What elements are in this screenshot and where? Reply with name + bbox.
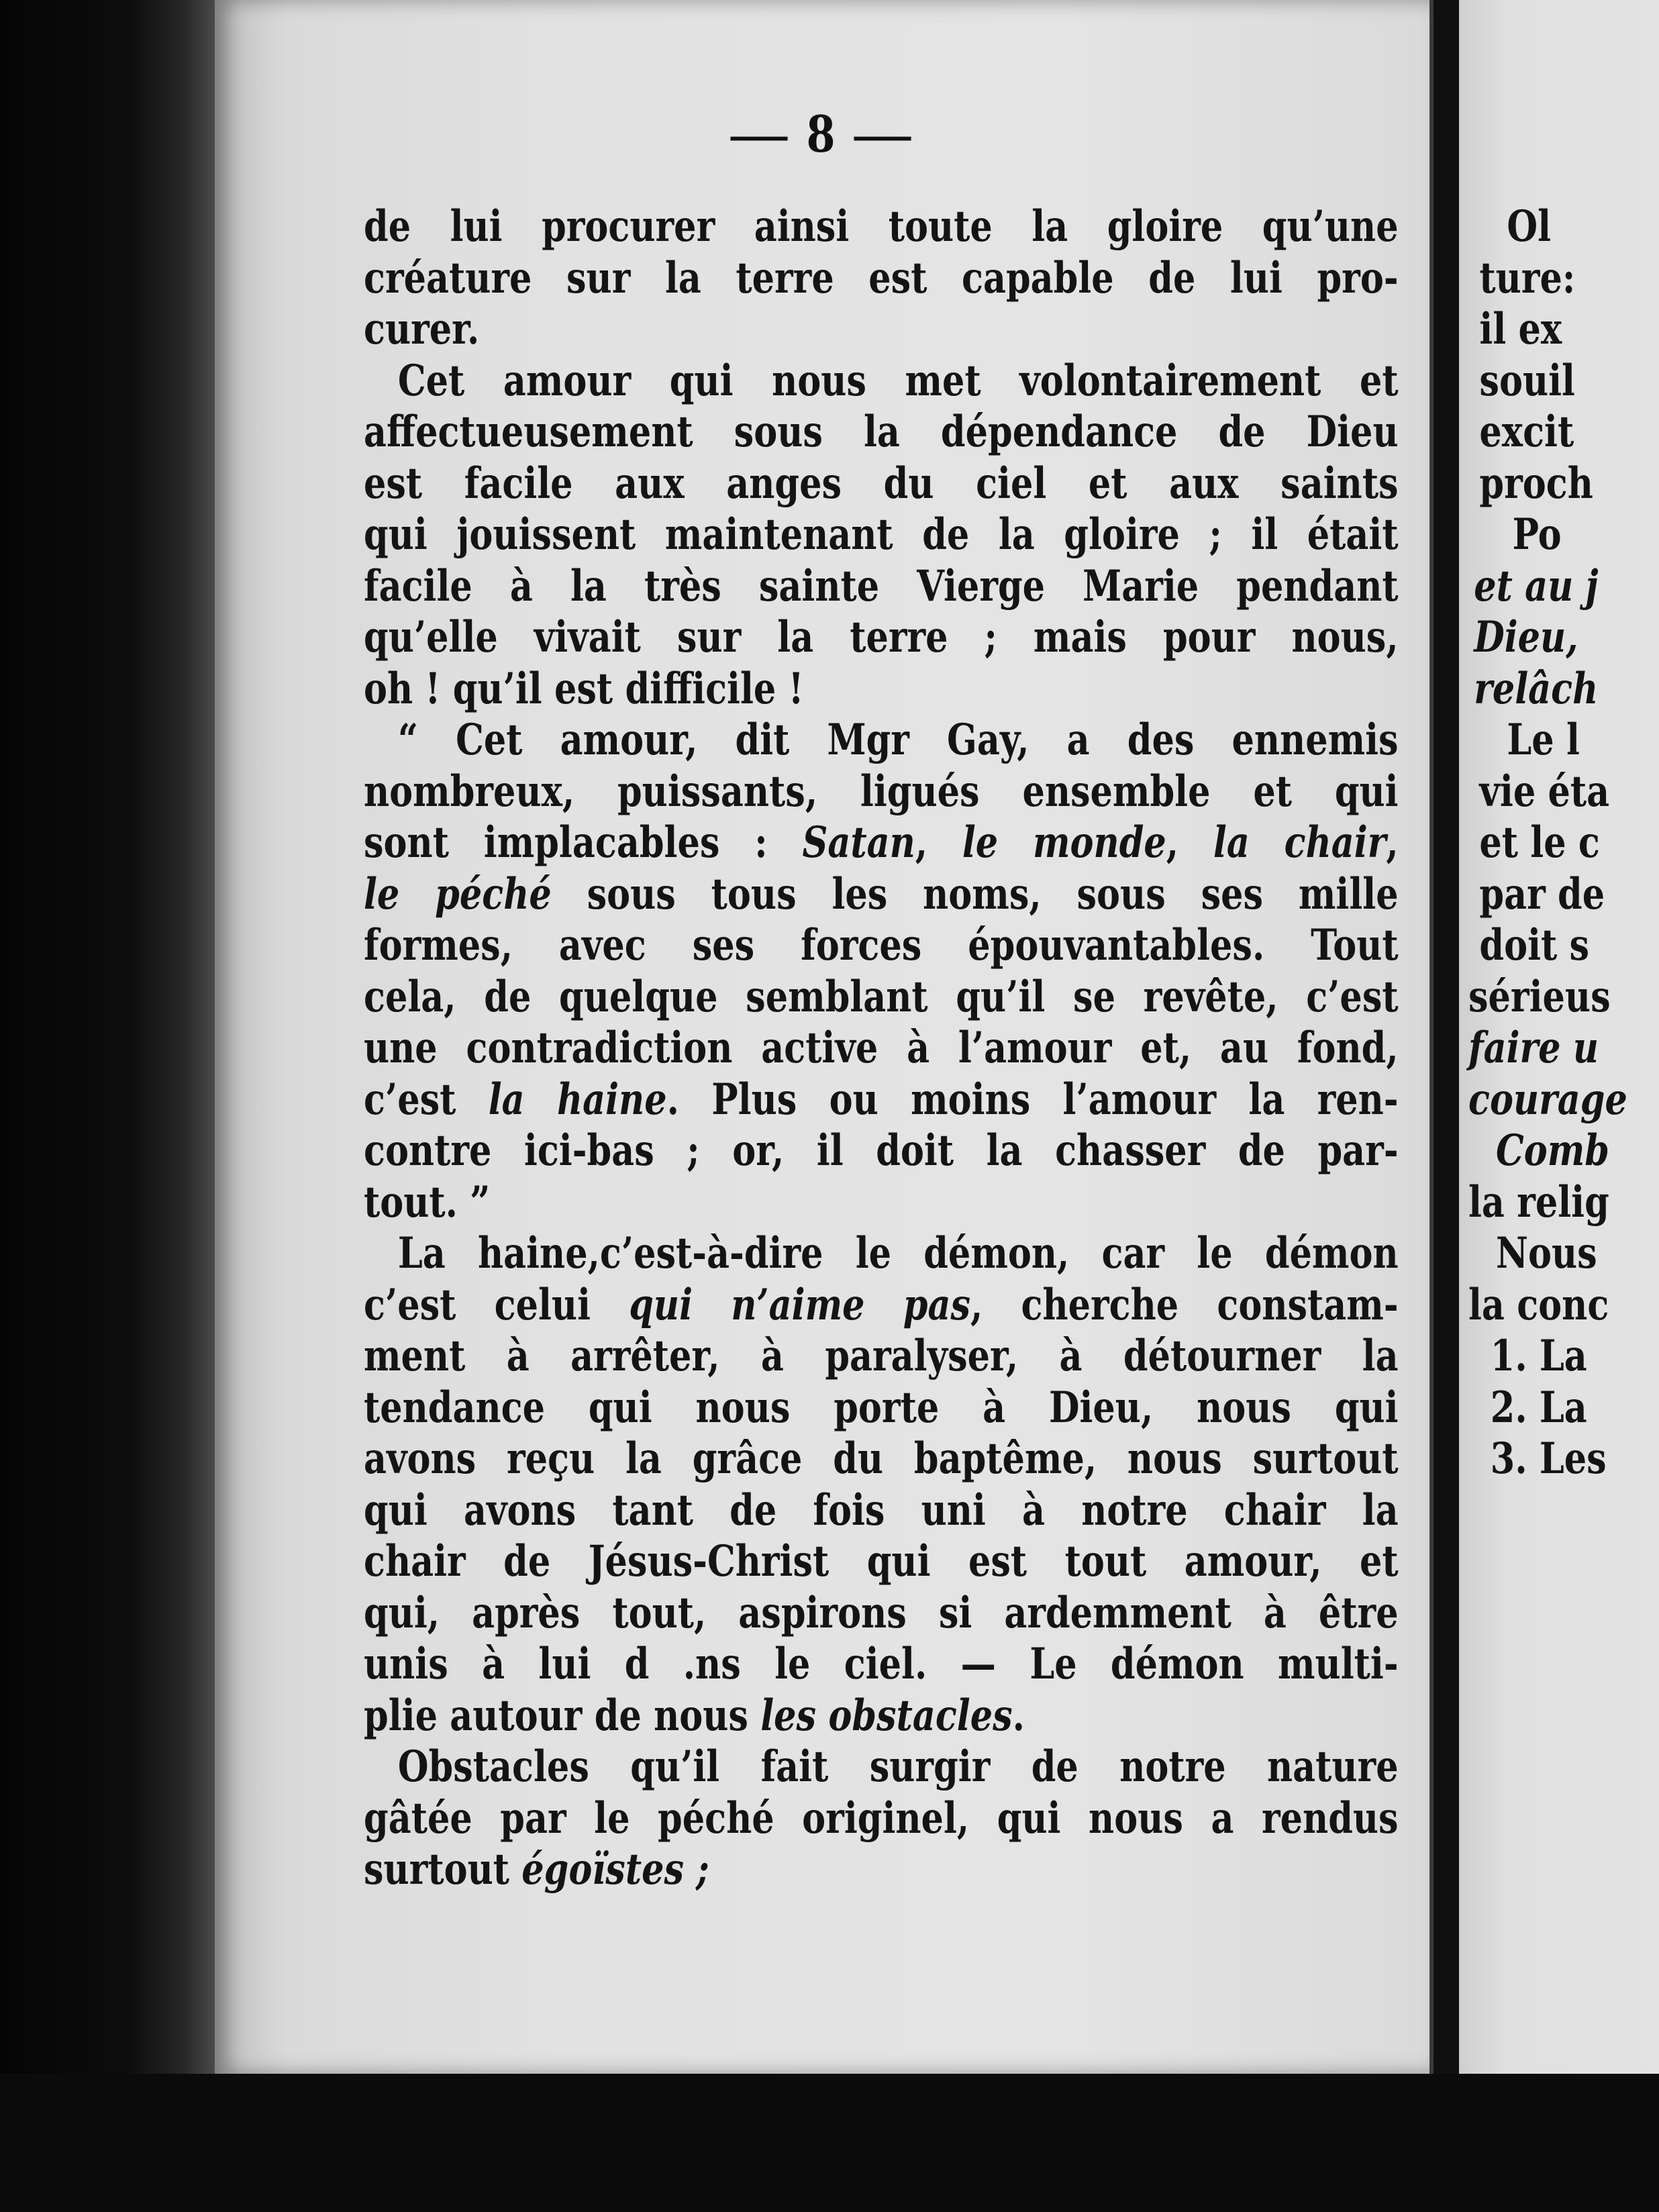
text-line — [364, 1742, 1399, 1793]
facing-text-line: doit s — [1479, 920, 1590, 970]
text-span: plie autour de nous — [364, 1690, 761, 1741]
text-span: tendance qui nous porte à Dieu, nous qui — [364, 1382, 1399, 1433]
page-body-text — [364, 201, 1399, 1896]
facing-text-line: Comb — [1496, 1125, 1609, 1176]
facing-text-line: excit — [1479, 407, 1574, 457]
text-span: facile à la très sainte Vierge Marie pendant — [364, 560, 1399, 611]
facing-text-line: et le c — [1479, 817, 1600, 868]
italic-text-span: la haine — [488, 1074, 667, 1125]
text-line — [364, 458, 1399, 510]
italic-text-span: la chair — [1213, 817, 1387, 868]
page-number: — 8 — — [731, 102, 913, 164]
text-span: nombreux, puissants, ligués ensemble et qui — [364, 766, 1399, 817]
text-line — [364, 715, 1399, 766]
text-span: qu’elle vivait sur la terre ; mais pour nous, — [364, 612, 1399, 662]
text-span: chair de Jésus-Christ qui est tout amour, et — [364, 1536, 1399, 1587]
italic-text-span: le péché — [364, 868, 552, 919]
text-span: Cet amour qui nous met volontairement et — [397, 355, 1399, 406]
text-span: . Plus ou moins l’amour la ren- — [666, 1074, 1399, 1125]
text-line — [364, 1331, 1399, 1382]
text-span: La haine,c’est-à-dire le démon, car le démon — [397, 1228, 1399, 1278]
text-line — [364, 304, 1399, 356]
page-divider — [1434, 0, 1459, 2212]
text-span: gâtée par le péché originel, qui nous a rendus — [364, 1793, 1399, 1844]
text-line — [364, 407, 1399, 458]
text-span: qui, après tout, aspirons si ardemment à être — [364, 1587, 1399, 1638]
italic-text-span: qui n’aime pas — [629, 1279, 971, 1330]
text-span: créature sur la terre est capable de lui pro- — [364, 252, 1399, 303]
facing-text-line: Dieu, — [1474, 612, 1578, 662]
facing-text-line: il ex — [1479, 304, 1562, 354]
text-line — [364, 1793, 1399, 1845]
facing-text-line: la conc — [1468, 1279, 1609, 1330]
facing-text-line: faire u — [1468, 1023, 1599, 1073]
text-line — [364, 561, 1399, 613]
text-line — [364, 920, 1399, 972]
text-line — [364, 869, 1399, 921]
facing-page-fragment — [1459, 0, 1659, 2087]
text-span: , cherche constam- — [970, 1279, 1399, 1330]
facing-text-line: souil — [1479, 355, 1575, 406]
facing-text-line: courage — [1468, 1074, 1627, 1125]
text-line — [364, 1382, 1399, 1434]
facing-text-line: Ol — [1507, 201, 1552, 252]
text-span: avons reçu la grâce du baptême, nous surtout — [364, 1434, 1399, 1484]
text-span: , — [1166, 817, 1213, 868]
text-span: sont implacables : — [364, 817, 803, 868]
facing-text-line: 1. La — [1490, 1331, 1587, 1381]
text-span: Obstacles qu’il fait surgir de notre nature — [397, 1742, 1399, 1792]
facing-text-line: 3. Les — [1490, 1434, 1607, 1484]
facing-text-line: ture: — [1479, 252, 1576, 303]
italic-text-span: égoïstes ; — [521, 1844, 709, 1895]
text-line — [364, 201, 1399, 253]
facing-text-line: relâch — [1474, 663, 1599, 714]
text-span: qui avons tant de fois uni à notre chair la — [364, 1485, 1399, 1536]
text-line — [364, 1434, 1399, 1485]
text-line — [364, 1639, 1399, 1691]
text-line — [364, 509, 1399, 561]
text-line — [364, 1588, 1399, 1640]
italic-text-span: le monde — [962, 817, 1166, 868]
text-span: ment à arrêter, à paralyser, à détourner la — [364, 1331, 1399, 1381]
scan-bottom-shadow — [0, 2074, 1659, 2212]
text-line — [364, 1023, 1399, 1074]
text-span: unis à lui d .ns le ciel. — Le démon multi- — [364, 1639, 1399, 1689]
text-line — [364, 1125, 1399, 1177]
text-span: c’est celui — [364, 1279, 630, 1330]
text-span: oh ! qu’il est difficile ! — [364, 663, 804, 714]
text-span: affectueusement sous la dépendance de Dieu — [364, 407, 1399, 457]
text-span: qui jouissent maintenant de la gloire ; il était — [364, 509, 1399, 560]
text-line — [364, 817, 1399, 869]
facing-text-line: par de — [1479, 868, 1605, 919]
text-span: de lui procurer ainsi toute la gloire qu’une — [364, 201, 1399, 252]
text-line — [364, 1228, 1399, 1280]
text-line — [364, 1691, 1399, 1742]
text-line — [364, 253, 1399, 305]
italic-text-span: Satan — [802, 817, 915, 868]
facing-text-line: proch — [1479, 458, 1593, 509]
italic-text-span: les obstacles — [760, 1690, 1013, 1741]
book-binding-gutter — [0, 0, 215, 2212]
facing-text-line: la relig — [1468, 1176, 1609, 1227]
text-span: surtout — [364, 1844, 522, 1895]
facing-text-line: et au j — [1474, 560, 1599, 611]
text-line — [364, 1536, 1399, 1588]
facing-text-line: Nous — [1496, 1228, 1597, 1278]
text-span: curer. — [364, 304, 480, 354]
text-line — [364, 1844, 1399, 1896]
facing-text-line: 2. La — [1490, 1382, 1587, 1433]
text-span: , — [1386, 817, 1399, 868]
text-span: est facile aux anges du ciel et aux saints — [364, 458, 1399, 509]
text-span: c’est — [364, 1074, 489, 1125]
left-page — [215, 0, 1434, 2074]
text-span: contre ici-bas ; or, il doit la chasser de par- — [364, 1125, 1399, 1176]
text-span: formes, avec ses forces épouvantables. Tout — [364, 920, 1399, 970]
facing-text-line: sérieus — [1468, 971, 1611, 1022]
text-span: . — [1012, 1690, 1025, 1741]
text-line — [364, 1485, 1399, 1537]
facing-text-line: vie éta — [1479, 766, 1610, 817]
text-span: tout. ” — [364, 1176, 491, 1227]
text-span: sous tous les noms, sous ses mille — [551, 868, 1399, 919]
text-line — [364, 972, 1399, 1023]
text-line — [364, 1280, 1399, 1331]
text-span: , — [915, 817, 962, 868]
facing-text-line: Po — [1512, 509, 1562, 560]
text-line — [364, 1177, 1399, 1229]
text-line — [364, 356, 1399, 407]
text-line — [364, 766, 1399, 818]
text-span: cela, de quelque semblant qu’il se revête, c’est — [364, 971, 1399, 1022]
facing-text-line: Le l — [1507, 715, 1580, 765]
text-span: une contradiction active à l’amour et, au fond, — [364, 1023, 1399, 1073]
text-line — [364, 664, 1399, 715]
text-line — [364, 612, 1399, 664]
text-line — [364, 1074, 1399, 1126]
facing-page-text — [1468, 201, 1659, 1485]
text-span: “ Cet amour, dit Mgr Gay, a des ennemis — [397, 715, 1399, 765]
